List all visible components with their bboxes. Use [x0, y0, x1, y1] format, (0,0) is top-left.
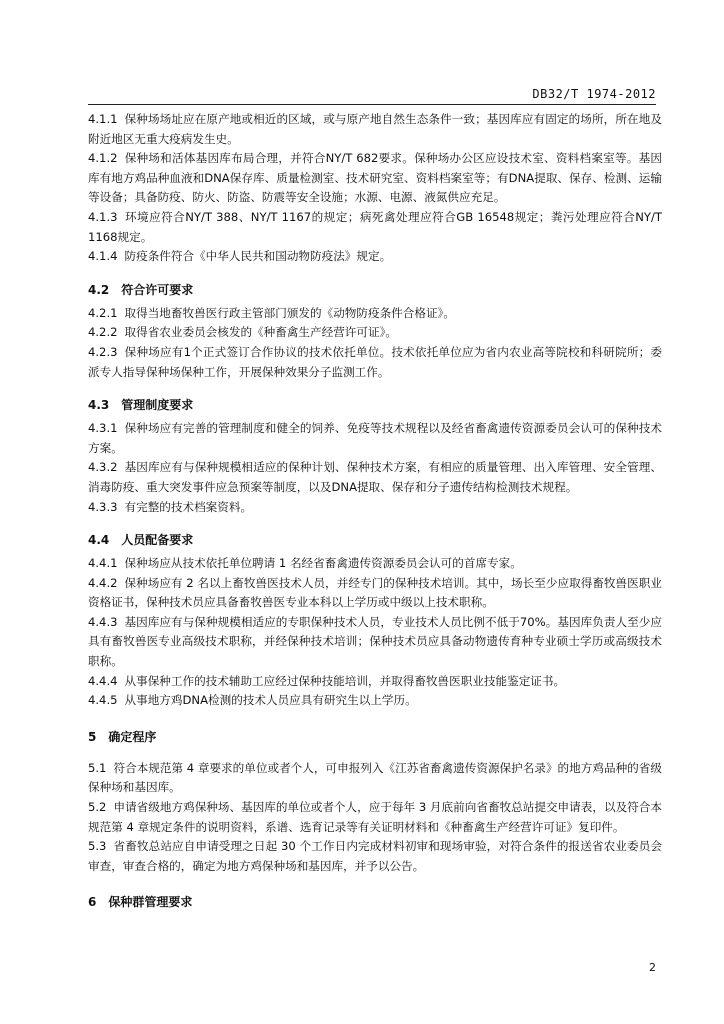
section-heading-6 — [88, 893, 662, 910]
clause-number: 4.4.2 — [88, 575, 118, 590]
page-number: 2 — [649, 961, 656, 974]
clause-text: 环境应符合NY/T 388、NY/T 1167的规定；病死禽处理应符合GB 16548规定；粪污处理应符合NY/T 1168规定。 — [88, 209, 662, 244]
clause-4-1-4 — [88, 247, 662, 267]
clause-4-1-1 — [88, 110, 662, 149]
clause-4-1-3 — [88, 208, 662, 247]
standard-code: DB32/T 1974-2012 — [532, 87, 656, 101]
clause-number: 5.3 — [88, 839, 107, 854]
document-body — [88, 110, 662, 910]
heading-title: 管理制度要求 — [121, 398, 194, 413]
heading-title: 符合许可要求 — [121, 282, 194, 297]
clause-text: 保种场应从技术依托单位聘请 1 名经省畜禽遗传资源委员会认可的首席专家。 — [124, 556, 522, 571]
clause-text: 有完整的技术档案资料。 — [124, 499, 253, 514]
clause-4-2-3 — [88, 343, 662, 382]
heading-number: 6 — [88, 895, 97, 910]
clause-text: 保种场应有1个正式签订合作协议的技术依托单位。技术依托单位应为省内农业高等院校和科研院所；委派专人指导保种场保种工作，开展保种效果分子监测工作。 — [88, 344, 662, 379]
section-heading-5 — [88, 728, 662, 745]
clause-text: 取得当地畜牧兽医行政主管部门颁发的《动物防疫条件合格证》。 — [124, 305, 455, 320]
heading-number: 4.4 — [88, 533, 110, 548]
heading-title: 人员配备要求 — [121, 533, 194, 548]
clause-number: 4.1.4 — [88, 249, 118, 264]
clause-4-3-3 — [88, 498, 662, 518]
clause-text: 取得省农业委员会核发的《种畜禽生产经营许可证》。 — [124, 325, 397, 340]
clause-number: 4.1.3 — [88, 209, 118, 224]
heading-title: 保种群管理要求 — [108, 895, 193, 910]
clause-text: 保种场和活体基因库布局合理，并符合NY/T 682要求。保种场办公区应设技术室、资料档案室等。基因库有地方鸡品种血液和DNA保存库、质量检测室、技术研究室、资料档案室等；有DNA提取、保存、检测、运输等设备；具备防疫、防火、防盗、防震等安全设施；水源、电源、液氮供应充足。 — [88, 151, 662, 205]
clause-text: 保种场应有 2 名以上畜牧兽医技术人员，并经专门的保种技术培训。其中，场长至少应取得畜牧兽医职业资格证书，保种技术员应具备畜牧兽医专业本科以上学历或中级以上技术职称。 — [88, 575, 662, 610]
clause-text: 保种场场址应在原产地或相近的区域，或与原产地自然生态条件一致；基因库应有固定的场所，所在地及附近地区无重大疫病发生史。 — [88, 112, 662, 146]
clause-4-3-1 — [88, 419, 662, 458]
clause-text: 从事保种工作的技术辅助工应经过保种技能培训，并取得畜牧兽医职业技能鉴定证书。 — [124, 673, 566, 688]
clause-5-3 — [88, 837, 662, 876]
clause-text: 基因库应有与保种规模相适应的保种计划、保种技术方案，有相应的质量管理、出入库管理、安全管理、消毒防疫、重大突发事件应急预案等制度，以及DNA提取、保存和分子遗传结构检测技术规程。 — [88, 460, 662, 494]
clause-number: 4.3.1 — [88, 421, 118, 436]
heading-number: 4.3 — [88, 398, 110, 413]
section-heading-4-3 — [88, 396, 662, 413]
clause-text: 从事地方鸡DNA检测的技术人员应具有研究生以上学历。 — [124, 693, 417, 708]
clause-number: 4.2.1 — [88, 305, 118, 320]
clause-number: 4.4.4 — [88, 673, 118, 688]
clause-number: 4.4.1 — [88, 556, 118, 571]
header-divider — [88, 104, 656, 105]
clause-number: 5.2 — [88, 800, 107, 815]
clause-number: 4.3.2 — [88, 460, 118, 475]
clause-4-1-2 — [88, 149, 662, 208]
heading-title: 确定程序 — [108, 729, 157, 744]
clause-number: 4.4.3 — [88, 614, 118, 629]
clause-number: 4.1.1 — [88, 112, 118, 126]
section-heading-4-2 — [88, 281, 662, 298]
clause-4-2-2 — [88, 323, 662, 343]
section-heading-4-4 — [88, 531, 662, 548]
clause-4-4-4 — [88, 672, 662, 692]
clause-text: 保种场应有完善的管理制度和健全的饲养、免疫等技术规程以及经省畜禽遗传资源委员会认可的保种技术方案。 — [88, 421, 662, 455]
clause-number: 4.2.2 — [88, 325, 118, 340]
clause-4-4-2 — [88, 574, 662, 613]
clause-number: 4.1.2 — [88, 151, 118, 166]
clause-4-4-5 — [88, 691, 662, 711]
clause-number: 5.1 — [88, 760, 107, 775]
clause-text: 基因库应有与保种规模相适应的专职保种技术人员，专业技术人员比例不低于70%。基因库负责人至少应具有畜牧兽医专业高级技术职称，并经保种技术培训；保种技术员应具备动物遗传育种专业硕士学历或高级技术职称。 — [88, 614, 662, 669]
clause-number: 4.4.5 — [88, 693, 118, 708]
clause-text: 防疫条件符合《中华人民共和国动物防疫法》规定。 — [124, 249, 392, 264]
heading-number: 4.2 — [88, 282, 110, 297]
clause-text: 省畜牧总站应自申请受理之日起 30 个工作日内完成材料初审和现场审验，对符合条件的报送省农业委员会审查，审查合格的，确定为地方鸡保种场和基因库，并予以公告。 — [88, 839, 662, 873]
clause-4-4-1 — [88, 554, 662, 574]
heading-number: 5 — [88, 729, 97, 744]
clause-number: 4.2.3 — [88, 344, 118, 359]
clause-4-2-1 — [88, 304, 662, 324]
clause-5-2 — [88, 798, 662, 837]
clause-text: 申请省级地方鸡保种场、基因库的单位或者个人，应于每年 3 月底前向省畜牧总站提交申请表，以及符合本规范第 4 章规定条件的说明资料，系谱、选育记录等有关证明材料和《种畜禽生产经营许可证》复印件。 — [88, 800, 662, 834]
clause-number: 4.3.3 — [88, 499, 118, 514]
clause-5-1 — [88, 759, 662, 798]
clause-4-4-3 — [88, 613, 662, 672]
clause-text: 符合本规范第 4 章要求的单位或者个人，可申报列入《江苏省畜禽遗传资源保护名录》的地方鸡品种的省级保种场和基因库。 — [88, 760, 662, 795]
clause-4-3-2 — [88, 458, 662, 497]
